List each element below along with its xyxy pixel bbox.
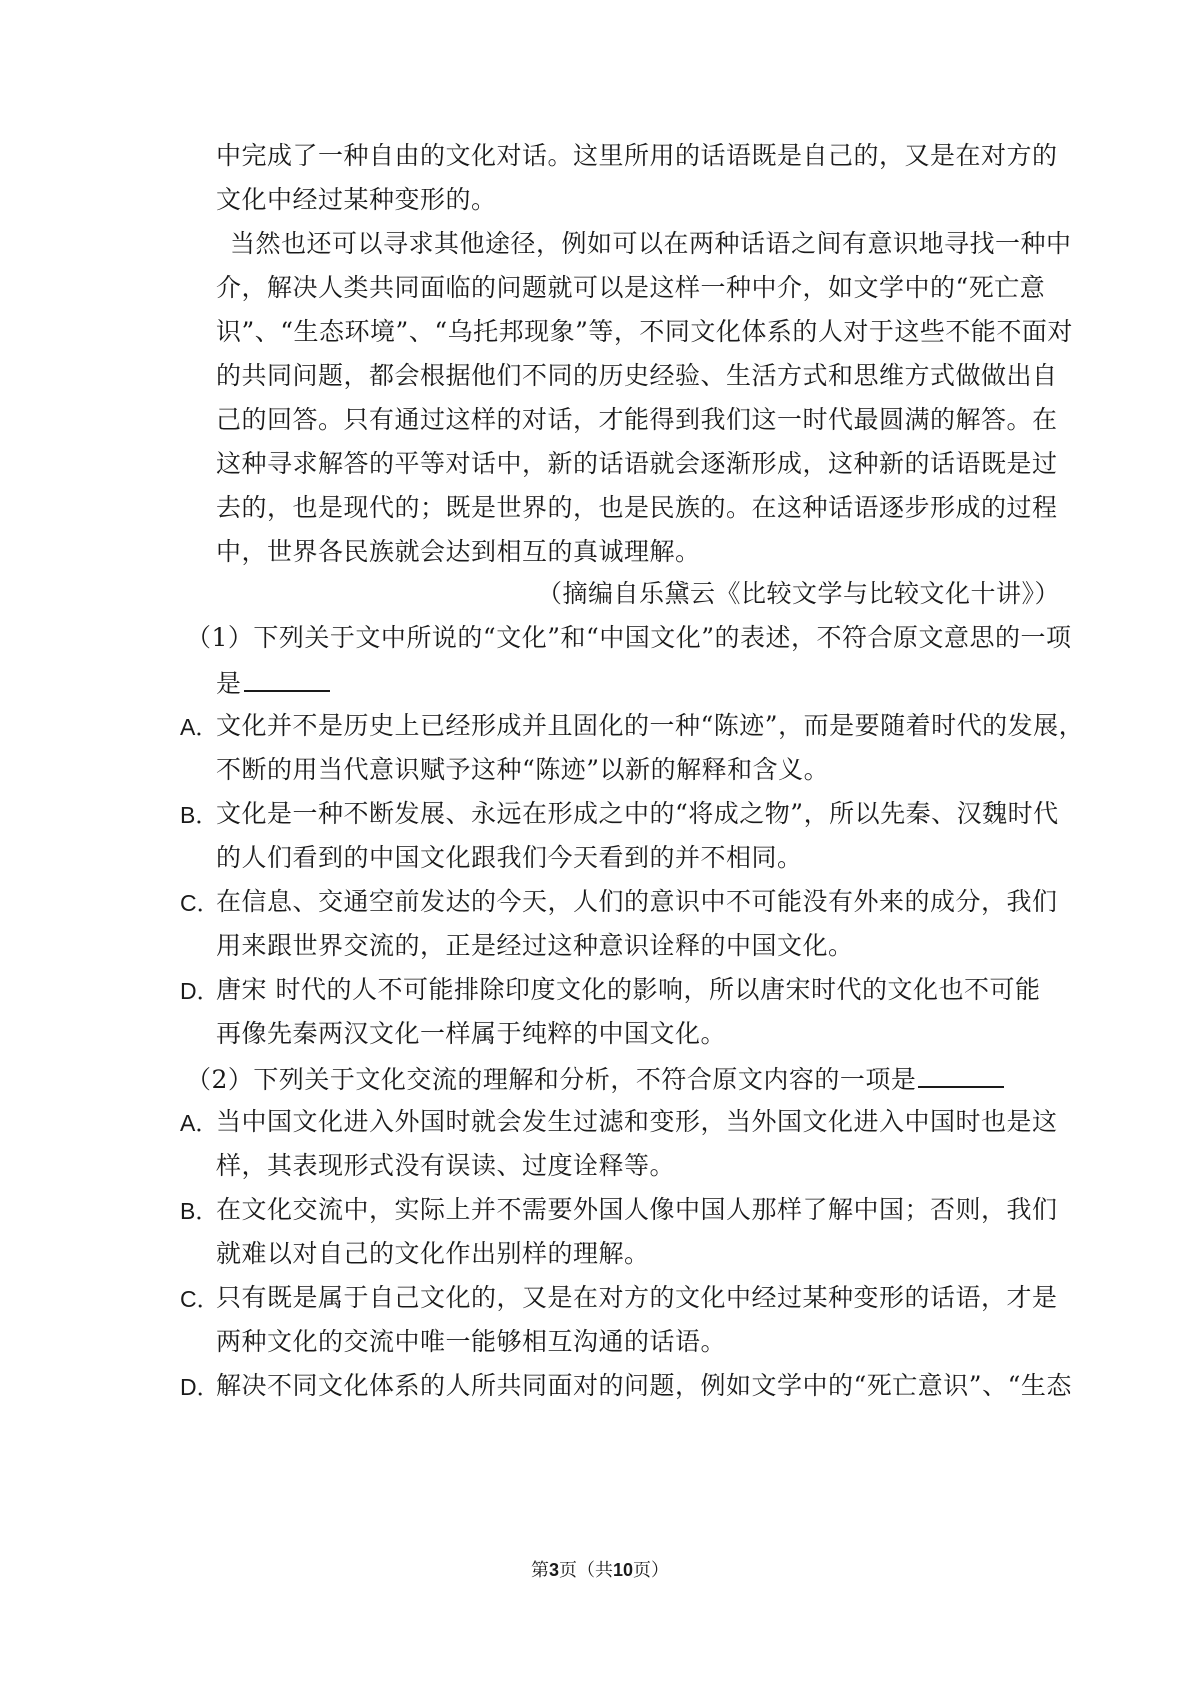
option-text: 文化是一种不断发展、永远在形成之中的“将成之物”，所以先秦、汉魏时代 (216, 799, 1059, 828)
passage-source: （摘编自乐黛云《比较文学与比较文化十讲》） (537, 579, 1061, 608)
passage-line: 去的，也是现代的；既是世界的，也是民族的。在这种话语逐步形成的过程 (216, 493, 1058, 522)
option-text: 唐宋 时代的人不可能排除印度文化的影响，所以唐宋时代的文化也不可能 (216, 975, 1041, 1004)
page-footer (0, 1558, 1200, 1583)
page-number: 3 (548, 1560, 559, 1580)
option-text: 只有既是属于自己文化的，又是在对方的文化中经过某种变形的话语，才是 (216, 1283, 1058, 1312)
option-text: 的人们看到的中国文化跟我们今天看到的并不相同。 (216, 843, 803, 872)
option-text: 文化并不是历史上已经形成并且固化的一种“陈迹”，而是要随着时代的发展， (216, 711, 1085, 740)
footer-prefix: 第 (530, 1560, 549, 1581)
answer-blank (918, 1062, 1004, 1088)
option-letter: D． (180, 978, 220, 1004)
option-letter: D． (180, 1374, 220, 1400)
question-2-stem (186, 1062, 1004, 1096)
question-1-stem-tail: 是 (216, 669, 242, 698)
passage-line: 己的回答。只有通过这样的对话，才能得到我们这一时代最圆满的解答。在 (216, 405, 1058, 434)
option-letter: A． (180, 714, 219, 740)
option-text: 解决不同文化体系的人所共同面对的问题，例如文学中的“死亡意识”、“生态 (216, 1371, 1072, 1400)
option-text: 不断的用当代意识赋予这种“陈迹”以新的解释和含义。 (216, 755, 830, 784)
passage-line: 中，世界各民族就会达到相互的真诚理解。 (216, 537, 701, 566)
page-total: 10 (612, 1560, 634, 1580)
footer-middle: 页（共 (558, 1560, 613, 1581)
question-2-stem-text: （2）下列关于文化交流的理解和分析，不符合原文内容的一项是 (186, 1065, 917, 1094)
option-letter: B． (180, 1198, 219, 1224)
passage-line: 中完成了一种自由的文化对话。这里所用的话语既是自己的，又是在对方的 (216, 141, 1058, 170)
option-text: 当中国文化进入外国时就会发生过滤和变形，当外国文化进入中国时也是这 (216, 1107, 1058, 1136)
question-1-stem: （1）下列关于文中所说的“文化”和“中国文化”的表述，不符合原文意思的一项 (186, 623, 1072, 652)
passage-line: 这种寻求解答的平等对话中，新的话语就会逐渐形成，这种新的话语既是过 (216, 449, 1058, 478)
option-text: 用来跟世界交流的，正是经过这种意识诠释的中国文化。 (216, 931, 854, 960)
option-text: 两种文化的交流中唯一能够相互沟通的话语。 (216, 1327, 727, 1356)
passage-line: 文化中经过某种变形的。 (216, 185, 497, 214)
question-1-stem-cont (216, 666, 330, 700)
option-letter: C． (180, 1286, 220, 1312)
passage-line: 识”、“生态环境”、“乌托邦现象”等，不同文化体系的人对于这些不能不面对 (216, 317, 1073, 346)
option-text: 样，其表现形式没有误读、过度诠释等。 (216, 1151, 676, 1180)
option-text: 再像先秦两汉文化一样属于纯粹的中国文化。 (216, 1019, 727, 1048)
option-text: 就难以对自己的文化作出别样的理解。 (216, 1239, 650, 1268)
passage-line: 的共同问题，都会根据他们不同的历史经验、生活方式和思维方式做做出自 (216, 361, 1058, 390)
option-letter: C． (180, 890, 220, 916)
passage-line: 介，解决人类共同面临的问题就可以是这样一种中介，如文学中的“死亡意 (216, 273, 1046, 302)
option-text: 在信息、交通空前发达的今天，人们的意识中不可能没有外来的成分，我们 (216, 887, 1058, 916)
option-text: 在文化交流中，实际上并不需要外国人像中国人那样了解中国；否则，我们 (216, 1195, 1058, 1224)
footer-suffix: 页） (633, 1560, 670, 1581)
option-letter: A． (180, 1110, 219, 1136)
answer-blank (244, 666, 330, 692)
option-letter: B． (180, 802, 219, 828)
passage-line: 当然也还可以寻求其他途径，例如可以在两种话语之间有意识地寻找一种中 (230, 229, 1072, 258)
